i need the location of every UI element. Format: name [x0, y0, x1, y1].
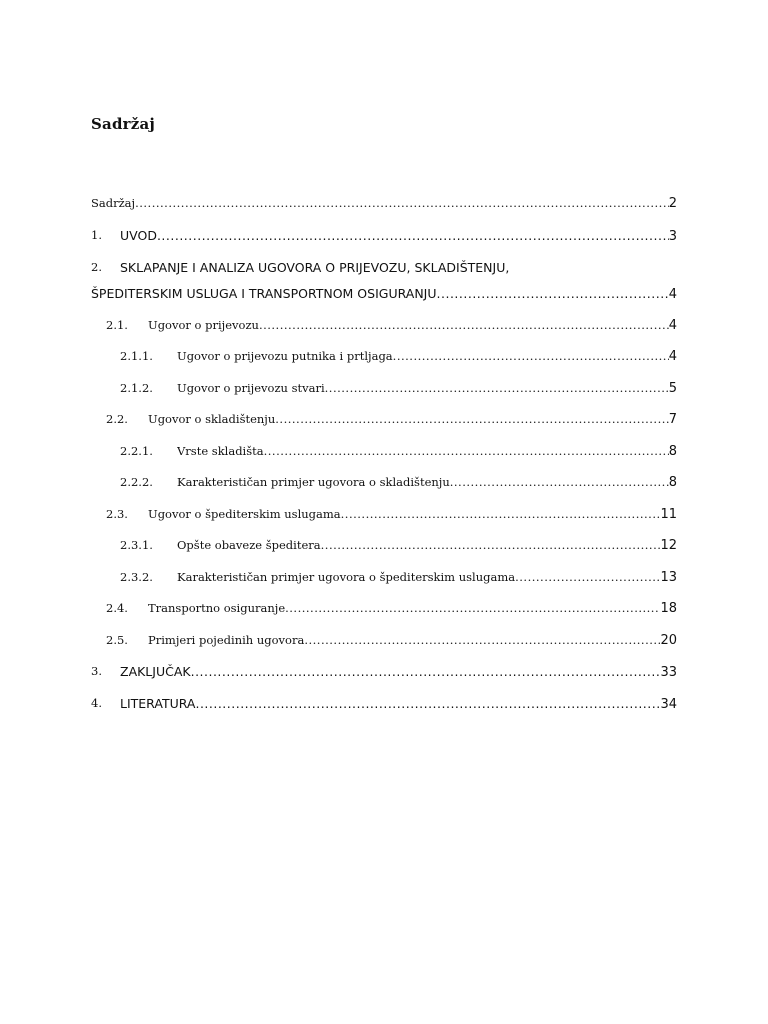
toc-entry-title: ZAKLJUČAK — [120, 664, 191, 679]
toc-entry-number: 2.3.1. — [120, 538, 153, 552]
toc-entry-number: 2.4. — [106, 601, 128, 615]
toc-entry-page: 8 — [668, 475, 677, 490]
toc-entry-title: Ugovor o prijevozu stvari — [177, 381, 325, 395]
toc-entry-page: 12 — [660, 538, 677, 553]
toc-entry-number: 2.5. — [106, 633, 128, 647]
toc-entry-title: Ugovor o skladištenju — [148, 412, 276, 426]
toc-line — [177, 570, 677, 585]
toc-entry-2-1-2[interactable] — [91, 381, 677, 405]
toc-leader-dots — [135, 196, 669, 210]
toc-entry-page: 34 — [660, 697, 677, 712]
toc-line — [148, 318, 677, 333]
toc-entry-page: 11 — [660, 507, 677, 522]
toc-line — [177, 381, 677, 396]
toc-leader-dots — [325, 381, 669, 395]
toc-leader-dots — [157, 228, 669, 243]
toc-leader-dots — [304, 633, 660, 647]
toc-entry-title: Sadržaj — [91, 196, 136, 210]
toc-entry-number: 2.2. — [106, 412, 128, 426]
toc-entry-number: 2.3. — [106, 507, 128, 521]
toc-entry-page: 4 — [668, 349, 677, 364]
toc-line — [177, 538, 677, 553]
toc-entry-2-1-1[interactable] — [91, 349, 677, 373]
toc-leader-dots — [191, 664, 661, 679]
toc-entry-page: 13 — [660, 570, 677, 585]
toc-entry-title: Transportno osiguranje — [148, 601, 286, 615]
toc-entry-page: 4 — [668, 287, 677, 302]
toc-entry-number: 2. — [91, 260, 102, 274]
toc-entry-number: 2.1.2. — [120, 381, 153, 395]
toc-entry-number: 3. — [91, 664, 102, 678]
toc-leader-dots — [341, 507, 661, 521]
toc-entry-2-2-2[interactable] — [91, 475, 677, 499]
toc-entry-title: ŠPEDITERSKIM USLUGA I TRANSPORTNOM OSIGURANJU — [91, 286, 437, 301]
toc-entry-literatura[interactable] — [91, 696, 677, 720]
toc-line — [120, 228, 677, 244]
toc-entry-page: 2 — [668, 196, 677, 211]
toc-entry-title: Ugovor o prijevozu putnika i prtljaga — [177, 349, 393, 363]
toc-line — [177, 349, 677, 364]
toc-line — [148, 601, 677, 616]
toc-entry-title: Vrste skladišta — [177, 444, 264, 458]
toc-line — [91, 196, 677, 211]
toc-entry-title: LITERATURA — [120, 696, 196, 711]
toc-entry-title: Ugovor o špediterskim uslugama — [148, 507, 341, 521]
toc-leader-dots — [515, 570, 660, 584]
toc-line — [148, 633, 677, 648]
toc-entry-2-3-2[interactable] — [91, 570, 677, 594]
toc-line — [148, 507, 677, 522]
toc-entry-number: 2.3.2. — [120, 570, 153, 584]
page-title: Sadržaj — [91, 115, 156, 133]
toc-entry-2-2-1[interactable] — [91, 444, 677, 468]
toc-entry-uvod[interactable] — [91, 228, 677, 252]
toc-line — [120, 664, 677, 680]
toc-leader-dots — [450, 475, 669, 489]
toc-entry-page: 8 — [668, 444, 677, 459]
toc-entry-sadrzaj[interactable] — [91, 196, 677, 220]
toc-leader-dots — [393, 349, 669, 363]
toc-entry-sklapanje[interactable] — [91, 260, 677, 316]
toc-entry-zakljucak[interactable] — [91, 664, 677, 688]
toc-leader-dots — [259, 318, 669, 332]
toc-leader-dots — [275, 412, 668, 426]
toc-entry-2-3-1[interactable] — [91, 538, 677, 562]
toc-entry-page: 4 — [668, 318, 677, 333]
toc-entry-number: 2.1. — [106, 318, 128, 332]
toc-entry-page: 33 — [660, 665, 677, 680]
toc-entry-page: 18 — [660, 601, 677, 616]
toc-entry-title: UVOD — [120, 228, 157, 243]
toc-entry-title-line1: SKLAPANJE I ANALIZA UGOVORA O PRIJEVOZU, SKLADIŠTENJU, — [120, 260, 510, 275]
toc-entry-page: 5 — [668, 381, 677, 396]
toc-line — [91, 286, 677, 302]
toc-leader-dots — [321, 538, 661, 552]
toc-entry-page: 20 — [660, 633, 677, 648]
toc-entry-title: Karakterističan primjer ugovora o skladištenju — [177, 475, 450, 489]
toc-entry-page: 3 — [668, 229, 677, 244]
toc-leader-dots — [195, 696, 660, 711]
toc-entry-page: 7 — [668, 412, 677, 427]
toc-line — [148, 412, 677, 427]
toc-entry-number: 2.1.1. — [120, 349, 153, 363]
toc-entry-number: 4. — [91, 696, 102, 710]
toc-entry-2-2[interactable] — [91, 412, 677, 436]
toc-leader-dots — [264, 444, 669, 458]
toc-entry-number: 2.2.1. — [120, 444, 153, 458]
toc-entry-number: 1. — [91, 228, 102, 242]
toc-entry-title: Karakterističan primjer ugovora o špediterskim uslugama — [177, 570, 516, 584]
toc-entry-2-1[interactable] — [91, 318, 677, 342]
toc-entry-title: Opšte obaveze špeditera — [177, 538, 321, 552]
toc-leader-dots — [437, 286, 669, 301]
toc-entry-title: Ugovor o prijevozu — [148, 318, 259, 332]
toc-entry-2-5[interactable] — [91, 633, 677, 657]
toc-line — [120, 696, 677, 712]
toc-line — [177, 475, 677, 490]
toc-entry-title: Primjeri pojedinih ugovora — [148, 633, 305, 647]
toc-entry-2-3[interactable] — [91, 507, 677, 531]
toc-entry-2-4[interactable] — [91, 601, 677, 625]
toc-entry-number: 2.2.2. — [120, 475, 153, 489]
toc-leader-dots — [285, 601, 660, 615]
toc-line — [177, 444, 677, 459]
